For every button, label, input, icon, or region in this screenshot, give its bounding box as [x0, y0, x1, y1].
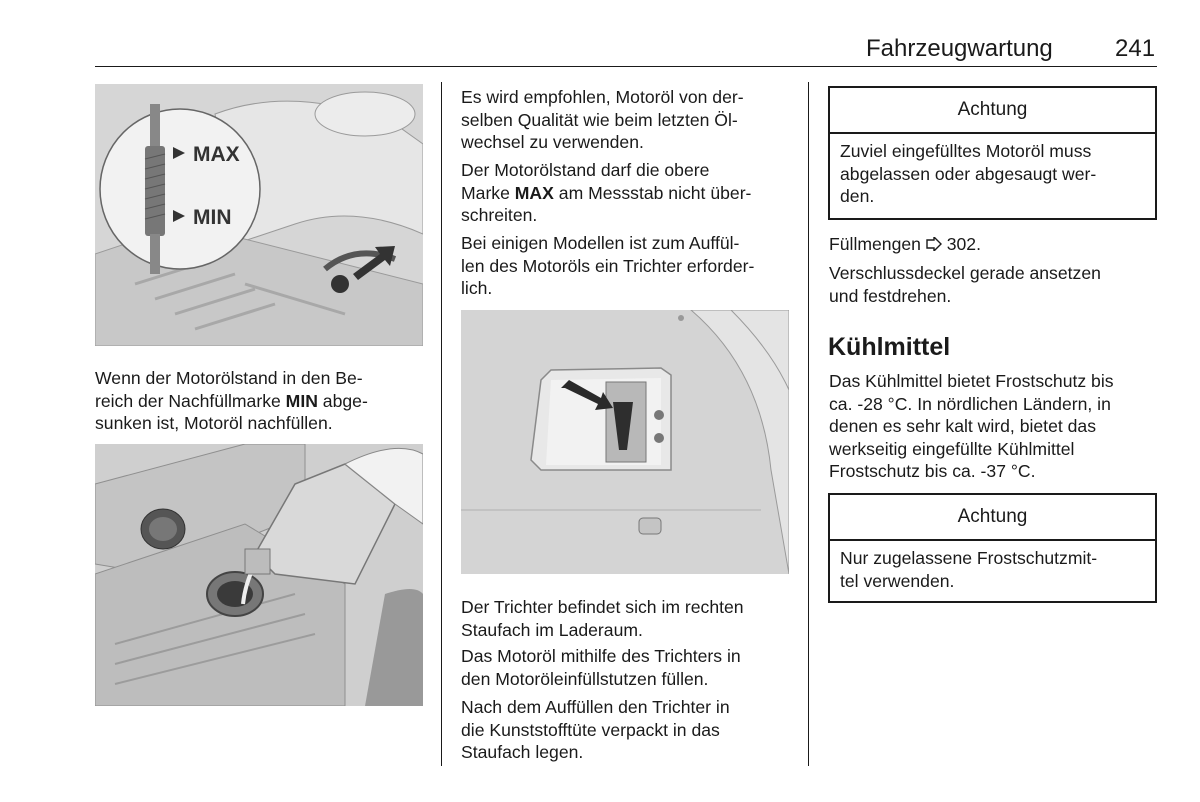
text-line: tel verwenden. [840, 570, 955, 591]
text-line: den. [840, 186, 875, 206]
paragraph-cap-instruction [829, 262, 1101, 307]
text-line: Bei einigen Modellen ist zum Auffül- [461, 233, 740, 253]
paragraph-max-limit [461, 159, 751, 227]
dipstick-figure [95, 84, 423, 346]
text-line: lich. [461, 278, 493, 298]
text-line: len des Motoröls ein Trichter erforder- [461, 255, 755, 276]
text-line: denen es sehr kalt wird, bietet das [829, 416, 1096, 436]
warning-text [830, 541, 1155, 592]
text-line: werkseitig eingefüllte Kühlmittel [829, 438, 1075, 459]
text-line: Das Kühlmittel bietet Frostschutz bis [829, 371, 1114, 391]
text-line: Das Motoröl mithilfe des Trichters in [461, 646, 741, 666]
text-line: Nur zugelassene Frostschutzmit- [840, 548, 1098, 568]
section-heading-coolant: Kühlmittel [828, 333, 951, 361]
text-line: selben Qualität wie beim letzten Öl- [461, 109, 738, 130]
text-line: reich der Nachfüllmarke [95, 390, 286, 411]
warning-text [830, 134, 1155, 208]
paragraph-oil-quality [461, 86, 744, 154]
paragraph-funnel-required [461, 232, 754, 300]
min-marker-label: MIN [193, 206, 232, 229]
max-bold: MAX [514, 182, 554, 203]
text-line: abge- [317, 390, 368, 411]
section-header-title: Fahrzeugwartung [866, 35, 1053, 62]
text-line: abgelassen oder abgesaugt wer- [840, 163, 1097, 184]
text-line: Wenn der Motorölstand in den Be- [95, 368, 363, 388]
text-line: schreiten. [461, 205, 538, 225]
text-line: Zuviel eingefülltes Motoröl muss [840, 141, 1092, 161]
text-line: Marke [461, 182, 515, 203]
text-line: Staufach legen. [461, 742, 584, 762]
warning-box-antifreeze [828, 493, 1157, 603]
column-divider-1 [441, 82, 442, 766]
paragraph-refill-min [95, 367, 368, 435]
text-line: Der Trichter befindet sich im rechten [461, 597, 744, 617]
text-line: ca. -28 °C. In nördlichen Ländern, in [829, 393, 1111, 414]
text-line: Frostschutz bis ca. -37 °C. [829, 461, 1036, 481]
paragraph-funnel-location [461, 596, 744, 641]
paragraph-fill-oil [461, 645, 741, 690]
text-line: sunken ist, Motoröl nachfüllen. [95, 413, 333, 433]
text-line: Verschlussdeckel gerade ansetzen [829, 263, 1101, 283]
text-line: Nach dem Auffüllen den Trichter in [461, 697, 730, 717]
text-line: am Messstab nicht über- [553, 182, 752, 203]
page-number: 241 [1115, 35, 1156, 62]
warning-box-overfill [828, 86, 1157, 220]
paragraph-fill-quantities [829, 233, 981, 256]
max-marker-label: MAX [193, 143, 240, 166]
text-line: Der Motorölstand darf die obere [461, 160, 710, 180]
header-rule [95, 66, 1157, 67]
text-line: die Kunststofftüte verpackt in das [461, 719, 720, 740]
text-line: und festdrehen. [829, 285, 952, 306]
warning-title: Achtung [830, 88, 1155, 134]
text-line: wechsel zu verwenden. [461, 132, 644, 152]
page-reference[interactable]: 302. [946, 234, 981, 254]
column-divider-2 [808, 82, 809, 766]
min-bold: MIN [285, 390, 318, 411]
paragraph-store-funnel [461, 696, 730, 764]
text-line: Staufach im Laderaum. [461, 619, 643, 640]
funnel-storage-figure [461, 310, 789, 574]
reference-arrow-icon [926, 234, 942, 254]
warning-title: Achtung [830, 495, 1155, 541]
text-line: den Motoröleinfüllstutzen füllen. [461, 668, 709, 689]
text-line: Füllmengen [829, 234, 926, 254]
oil-filling-figure [95, 444, 423, 706]
text-line: Es wird empfohlen, Motoröl von der- [461, 87, 744, 107]
paragraph-coolant [829, 370, 1114, 483]
